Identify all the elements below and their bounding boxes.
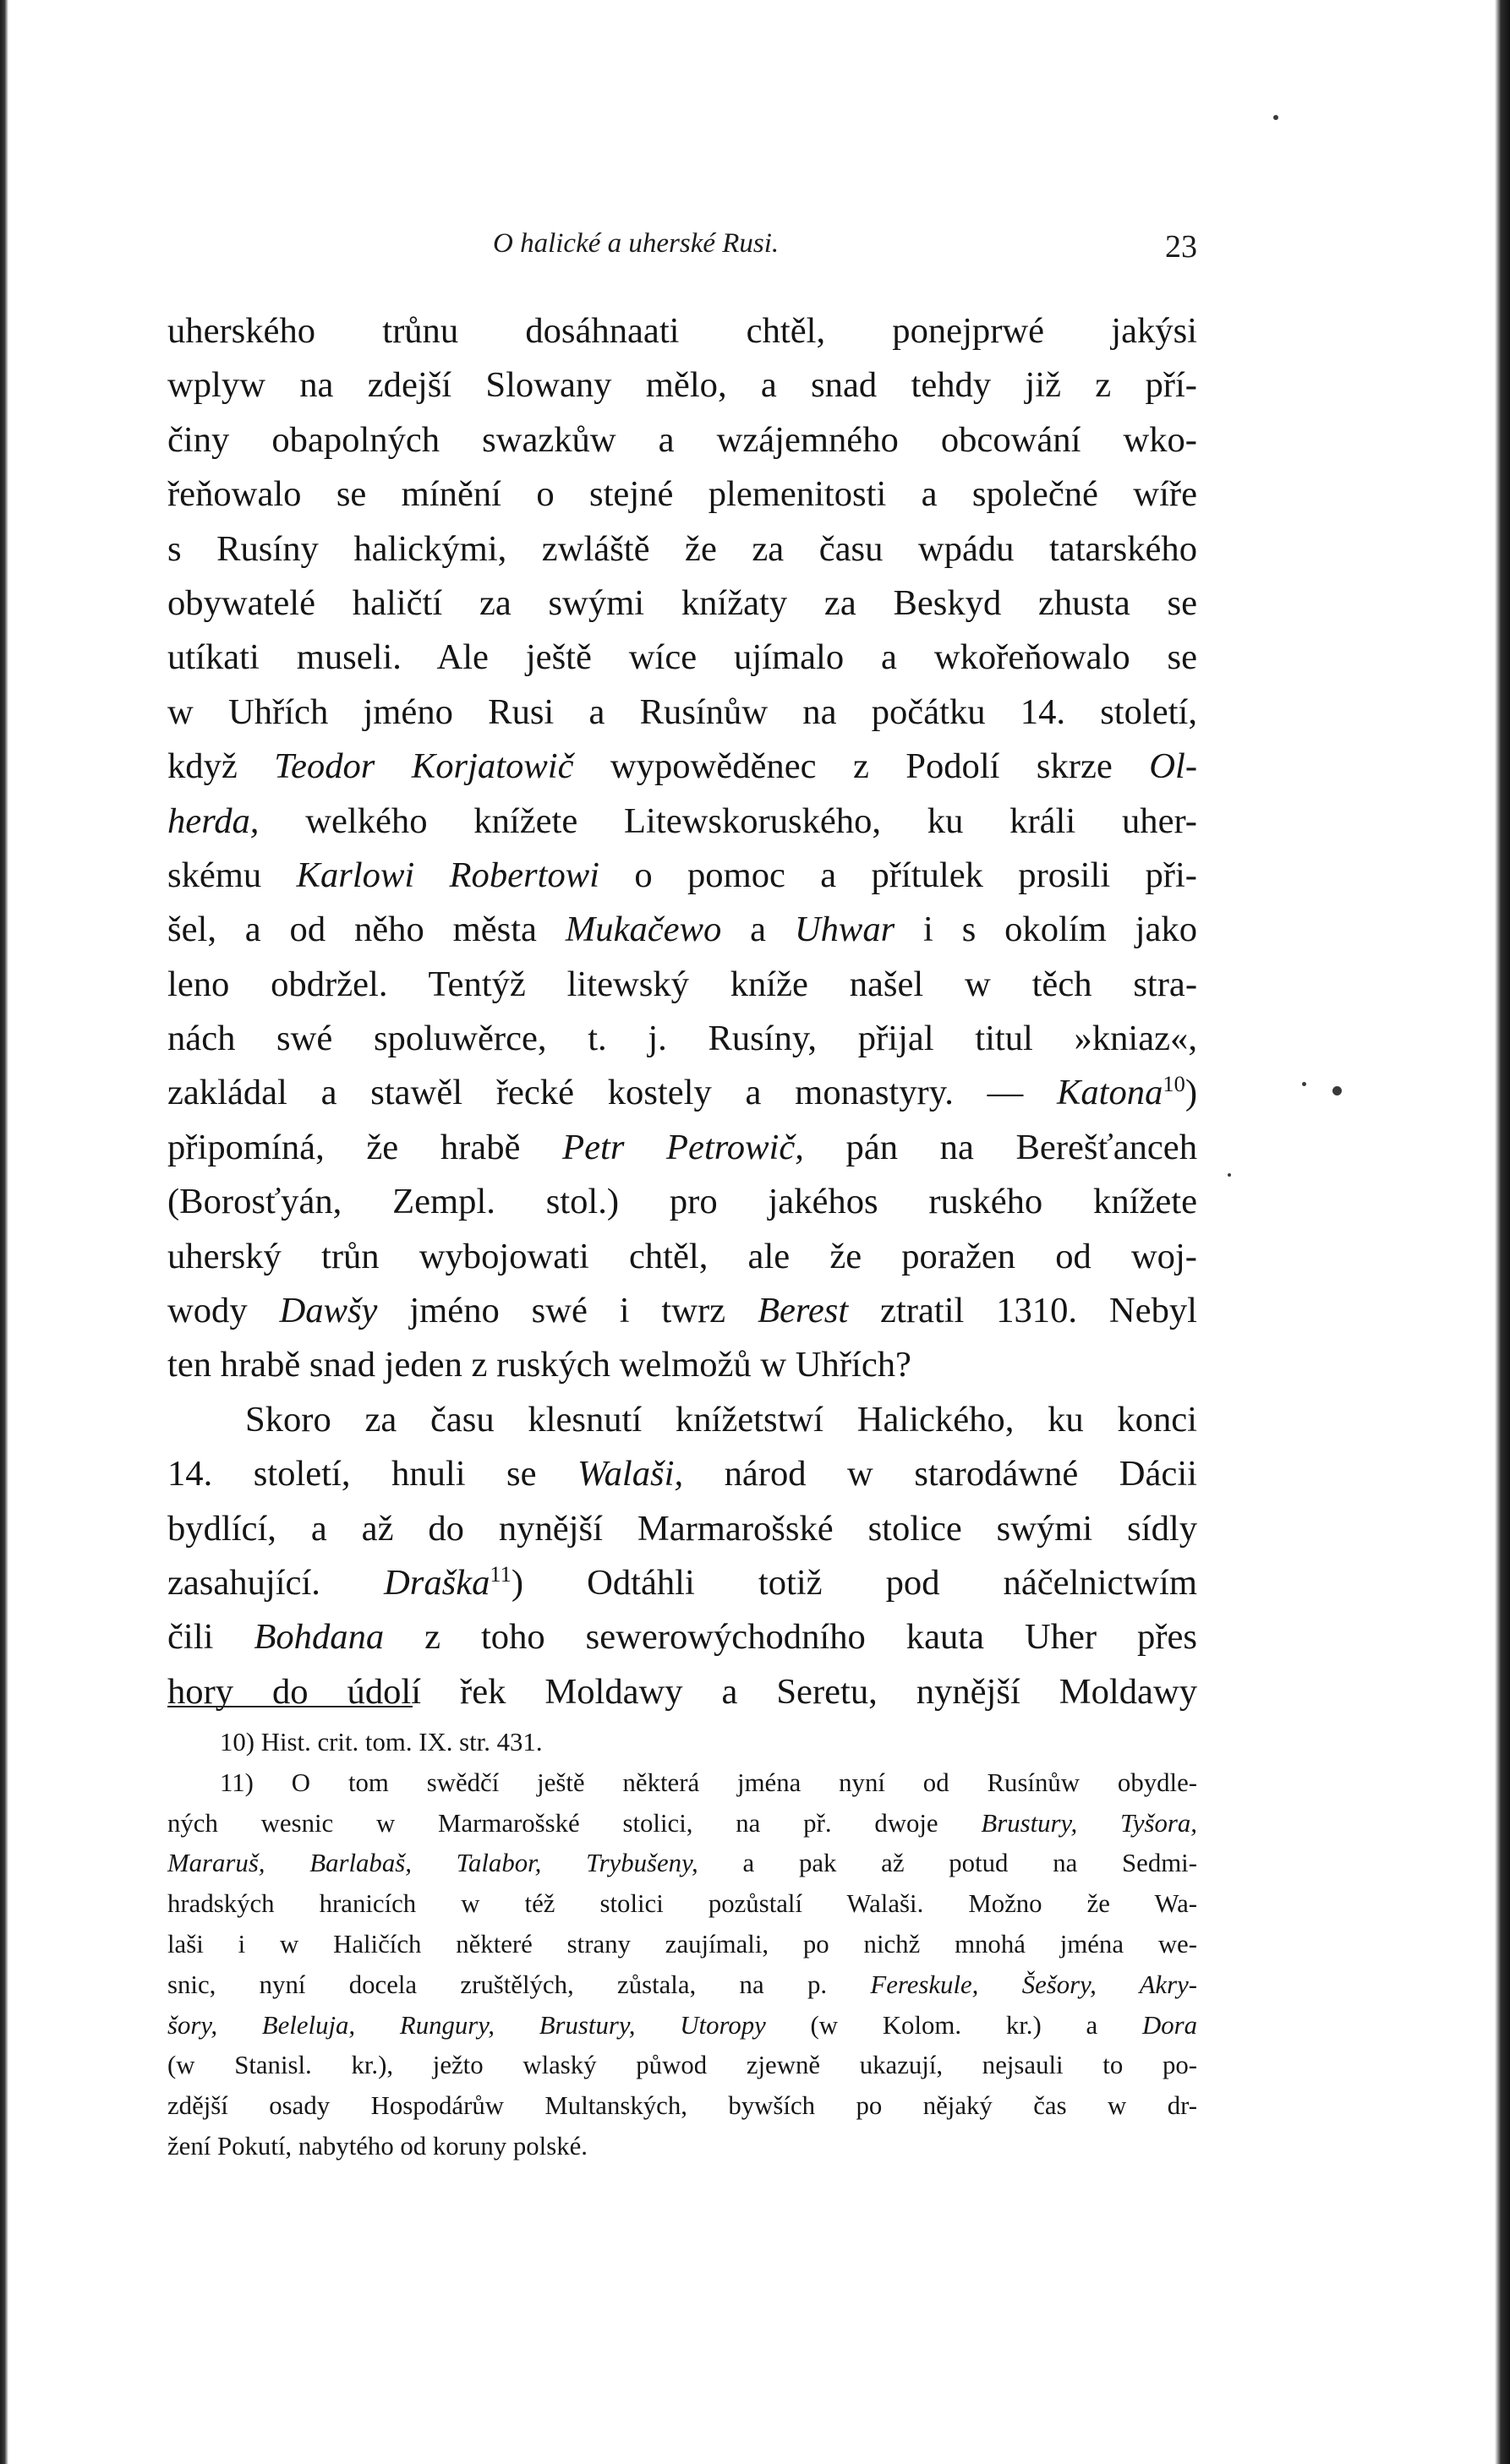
scan-speck [1228,1173,1231,1177]
text-run: ) Odtáhli totiž pod náčelnictwím [511,1562,1197,1603]
text-line [167,1066,1197,1120]
italic-term: herda, [167,800,260,841]
text-line [167,686,1197,740]
text-run: ) [1184,1073,1197,1113]
italic-term: Walaši, [577,1454,684,1494]
text-run: ných wesnic w Marmarošské stolici, na př. dwoje [167,1808,982,1838]
text-run: čili [167,1617,254,1658]
text-line [167,413,1197,467]
text-run: činy obapolných swazkůw a wzájemného obcowání wko- [167,419,1197,460]
text-run: (w Kolom. kr.) a [765,2010,1142,2040]
text-line [167,1556,1197,1610]
text-run: obywatelé haličtí za swými knížaty za Beskyd zhusta se [167,582,1197,623]
footnote-rule [167,1706,413,1707]
footnote-11-line [167,2086,1197,2127]
text-line [167,1447,1197,1501]
text-run: ten hrabě snad jeden z ruských welmožů w Uhřích? [167,1345,911,1385]
book-page [167,228,1198,2161]
text-line [167,358,1197,412]
scan-speck [1302,1082,1306,1086]
text-line [167,304,1197,358]
footnote-11-line [167,1884,1197,1925]
body-text [167,304,1197,1719]
text-run: z toho sewerowýchodního kauta Uher přes [384,1617,1197,1658]
text-run: s Rusíny halickými, zwláště že za času wpádu tatarského [167,528,1197,569]
italic-term: Ol- [1149,746,1197,787]
text-run: skému [167,855,297,895]
footnote-11-line [167,1763,1197,1804]
text-run: národ w starodáwné Dácii [683,1454,1198,1494]
italic-term: Petr Petrowič, [562,1127,804,1167]
text-run: 14. století, hnuli se [167,1454,578,1494]
text-line [167,1502,1197,1556]
text-line [167,1338,1197,1392]
footnote-11-line [167,1844,1197,1884]
italic-term: Dora [1141,2010,1197,2040]
italic-term: Katona [1056,1073,1163,1113]
text-line [167,849,1197,903]
text-line [167,576,1197,631]
scan-edge-left [0,0,8,2464]
running-title: O halické a uherské Rusi. [493,228,780,259]
footnote-ref: 10 [1163,1071,1185,1097]
italic-term: Draška [383,1562,490,1603]
footnote-11-line [167,2006,1197,2046]
italic-term: Teodor Korjatowič [274,746,574,787]
footnote-ref: 11 [490,1560,512,1587]
text-run: laši i w Haličích některé strany zaujímali, po nichž mnohá jména we- [167,1929,1197,1959]
running-head [167,228,1197,279]
footnote-11-line [167,1925,1197,1965]
text-line [167,903,1197,957]
footnote-11-line [167,1804,1197,1844]
text-line [167,1665,1197,1719]
scan-speck [1273,115,1278,120]
footnote-11-line [167,2127,1197,2167]
text-line [167,740,1197,794]
text-run: Skoro za času klesnutí knížetstwí Halického, ku konci [245,1399,1197,1440]
footnotes [167,1723,1197,2167]
text-run: w Uhřích jméno Rusi a Rusínůw na počátku 14. století, [167,691,1197,732]
text-run: zdější osady Hospodárůw Multanských, bywších po nějaký čas w dr- [167,2091,1197,2121]
text-line [167,1610,1197,1664]
text-run: 11) O tom swědčí ještě některá jména nyní od Rusínůw obydle- [220,1767,1197,1797]
text-run: když [167,746,275,787]
italic-term: Bohdana [254,1617,385,1658]
text-run: utíkati museli. Ale ještě wíce ujímalo a wkořeňowalo se [167,637,1197,678]
italic-term: Berest [757,1291,849,1331]
text-run: snic, nyní docela zruštělých, zůstala, na p. [167,1970,871,1999]
text-run: welkého knížete Litewskoruského, ku králi uher- [259,800,1197,841]
text-line [167,1284,1197,1338]
text-run: leno obdržel. Tentýž litewský kníže našel w těch stra- [167,964,1197,1004]
text-line [167,522,1197,576]
text-run: nách swé spoluwěrce, t. j. Rusíny, přijal titul »kniaz«, [167,1019,1197,1059]
text-run: a [721,910,795,950]
italic-term: Fereskule, Šešory, Akry- [870,1970,1197,1999]
italic-term: Brustury, Tyšora, [981,1808,1197,1838]
text-line [167,958,1197,1012]
text-run: o pomoc a přítulek prosili při- [599,855,1197,895]
footnote-11-line [167,2046,1197,2086]
italic-term: Uhwar [794,910,895,950]
text-run: hradských hranicích w též stolici pozůstalí Walaši. Možno že Wa- [167,1889,1197,1919]
text-run: i s okolím jako [895,910,1197,950]
text-run: hory do údolí řek Moldawy a Seretu, nynější Moldawy [167,1671,1197,1712]
text-run: (w Stanisl. kr.), ježto wlaský půwod zjewně ukazují, nejsauli to po- [167,2051,1197,2080]
footnote-11-line [167,1965,1197,2006]
text-run: wplyw na zdejší Slowany mělo, a snad tehdy již z pří- [167,365,1197,406]
text-run: a pak až potud na Sedmi- [698,1849,1197,1878]
text-line [167,1175,1197,1229]
text-line [167,631,1197,685]
text-run: žení Pokutí, nabytého od koruny polské. [167,2131,588,2161]
text-line [167,795,1197,849]
text-run: zasahující. [167,1562,384,1603]
text-run: uherského trůnu dosáhnaati chtěl, ponejprwé jakýsi [167,311,1197,351]
italic-term: Mukačewo [565,910,722,950]
text-run: řeňowalo se mínění o stejné plemenitosti a společné wíře [167,474,1197,515]
italic-term: Karlowi Robertowi [296,855,600,895]
text-line [167,1012,1197,1066]
text-line [167,1393,1197,1447]
italic-term: Dawšy [279,1291,378,1331]
text-line [167,1230,1197,1284]
footnote-10: 10) Hist. crit. tom. IX. str. 431. [220,1728,543,1756]
text-run: wody [167,1291,280,1331]
text-line [167,1121,1197,1175]
text-run: pán na Berešťanceh [803,1127,1198,1167]
text-run: bydlící, a až do nynější Marmarošské stolice swými sídly [167,1508,1197,1549]
italic-term: Mararuš, Barlabaš, Talabor, Trybušeny, [167,1849,698,1878]
text-run: šel, a od něho města [167,910,566,950]
scan-speck [1332,1086,1342,1095]
text-run: ztratil 1310. Nebyl [848,1291,1197,1331]
italic-term: šory, Beleluja, Rungury, Brustury, Utoropy [167,2010,766,2040]
text-run: uherský trůn wybojowati chtěl, ale že poražen od woj- [167,1236,1197,1276]
page-number: 23 [1165,229,1197,265]
text-line [167,467,1197,522]
text-run: zakládal a stawěl řecké kostely a monastyry. — [167,1073,1057,1113]
text-run: wypowěděnec z Podolí skrze [573,746,1150,787]
text-run: jméno swé i twrz [377,1291,758,1331]
text-run: (Borosťyán, Zempl. stol.) pro jakéhos ruského knížete [167,1182,1197,1222]
scan-edge-right [1495,0,1510,2464]
text-run: připomíná, že hrabě [167,1127,563,1167]
